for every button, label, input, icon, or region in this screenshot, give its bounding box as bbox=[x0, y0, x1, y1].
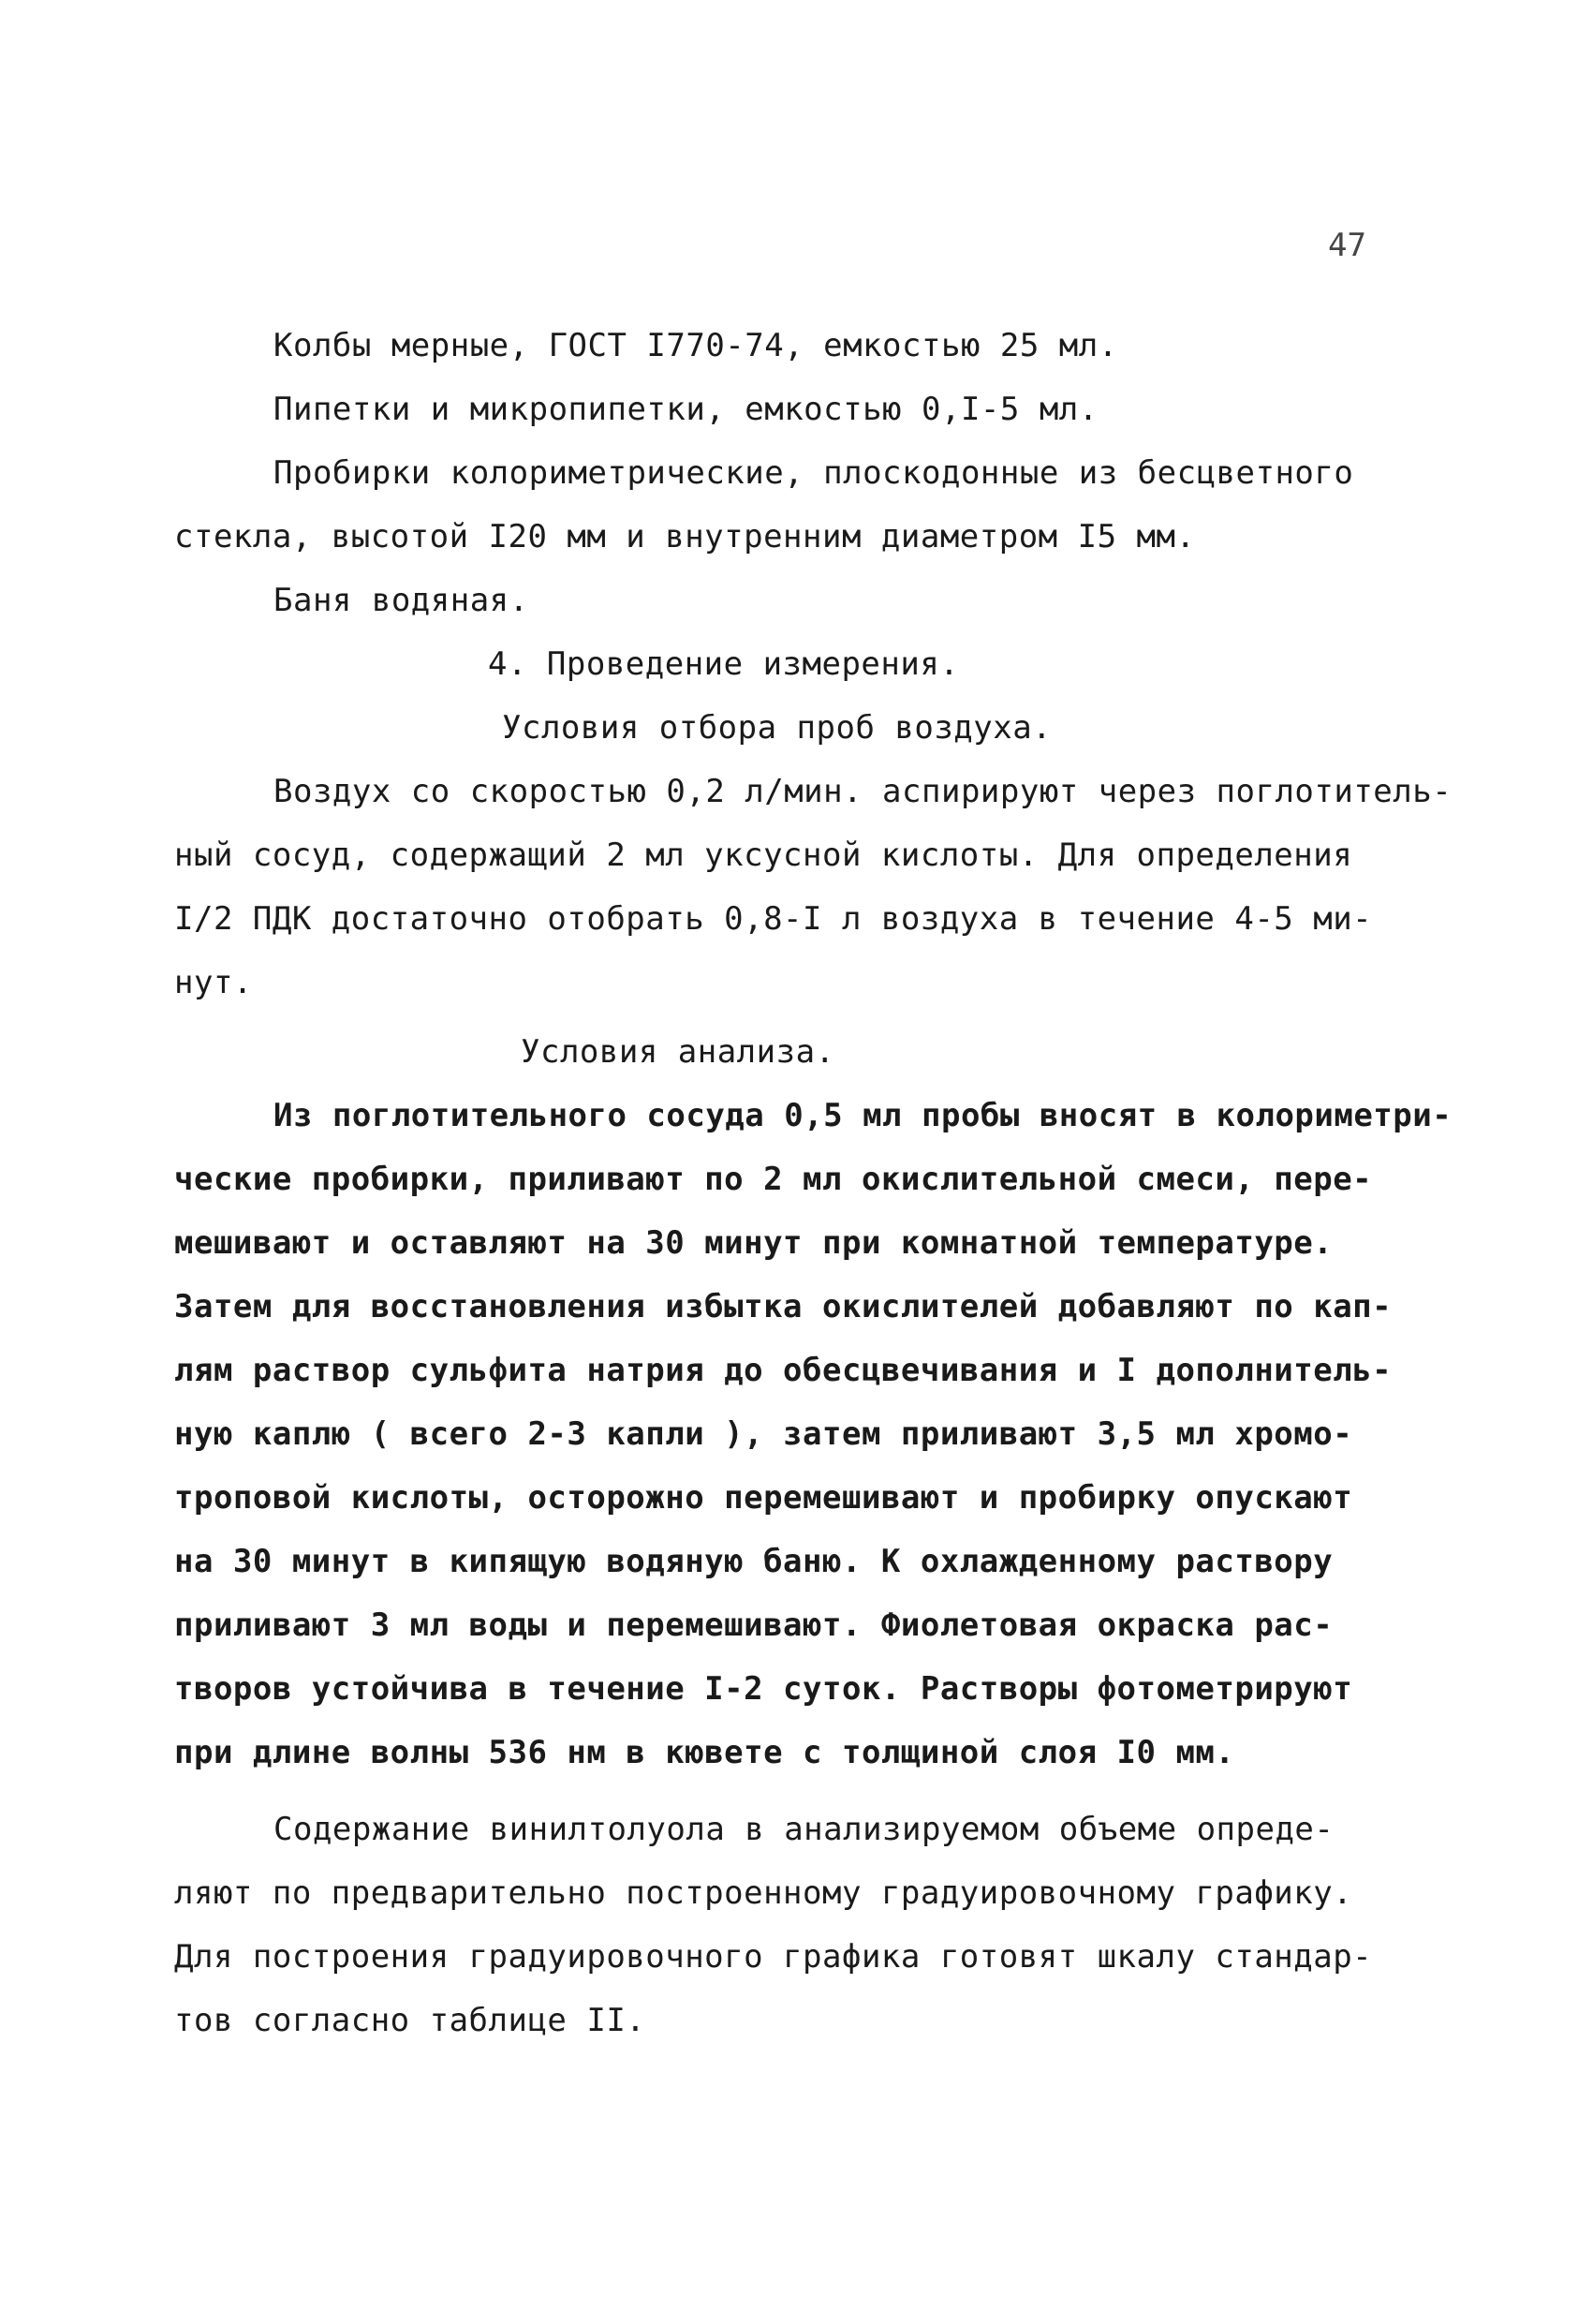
text-line: мешивают и оставляют на 30 минут при комнатной температуре. bbox=[174, 1224, 1334, 1262]
text-line: Содержание винилтолуола в анализируемом объеме опреде- bbox=[273, 1811, 1335, 1848]
text-line: ческие пробирки, приливают по 2 мл окислительной смеси, пере- bbox=[174, 1161, 1373, 1198]
section-heading: 4. Проведение измерения. bbox=[488, 645, 960, 683]
text-line: Колбы мерные, ГОСТ I770-74, емкостью 25 мл. bbox=[273, 327, 1118, 364]
page-number: 47 bbox=[1328, 227, 1366, 264]
text-line: ляют по предварительно построенному градуировочному графику. bbox=[174, 1874, 1353, 1912]
text-line: Пробирки колориметрические, плоскодонные из бесцветного bbox=[273, 454, 1354, 492]
text-line: приливают 3 мл воды и перемешивают. Фиолетовая окраска рас- bbox=[174, 1606, 1334, 1644]
text-line: Баня водяная. bbox=[273, 582, 529, 619]
text-line: лям раствор сульфита натрия до обесцвечивания и I дополнитель- bbox=[174, 1352, 1393, 1389]
text-line: Затем для восстановления избытка окислителей добавляют по кап- bbox=[174, 1288, 1393, 1325]
text-line: Воздух со скоростью 0,2 л/мин. аспирируют через поглотитель- bbox=[273, 773, 1453, 810]
text-line: творов устойчива в течение I-2 суток. Растворы фотометрируют bbox=[174, 1670, 1353, 1708]
subsection-heading: Условия анализа. bbox=[521, 1033, 835, 1071]
text-line: тов согласно таблице II. bbox=[174, 2002, 646, 2039]
text-line: на 30 минут в кипящую водяную баню. К охлажденному раствору bbox=[174, 1543, 1334, 1580]
text-line: Из поглотительного сосуда 0,5 мл пробы вносят в колориметри- bbox=[273, 1097, 1453, 1134]
text-line: ный сосуд, содержащий 2 мл уксусной кислоты. Для определения bbox=[174, 836, 1353, 874]
text-line: Пипетки и микропипетки, емкостью 0,I-5 мл. bbox=[273, 391, 1099, 428]
text-line: ную каплю ( всего 2-3 капли ), затем приливают 3,5 мл хромо- bbox=[174, 1415, 1353, 1453]
text-line: троповой кислоты, осторожно перемешивают и пробирку опускают bbox=[174, 1479, 1353, 1517]
text-line: стекла, высотой I20 мм и внутренним диаметром I5 мм. bbox=[174, 518, 1196, 555]
text-line: I/2 ПДК достаточно отобрать 0,8-I л воздуха в течение 4-5 ми- bbox=[174, 900, 1373, 938]
text-line: Для построения градуировочного графика готовят шкалу стандар- bbox=[174, 1938, 1373, 1976]
document-body bbox=[174, 314, 1453, 2052]
subsection-heading: Условия отбора проб воздуха. bbox=[502, 709, 1053, 747]
text-line: при длине волны 536 нм в кювете с толщиной слоя I0 мм. bbox=[174, 1734, 1235, 1771]
text-line: нут. bbox=[174, 964, 253, 1001]
